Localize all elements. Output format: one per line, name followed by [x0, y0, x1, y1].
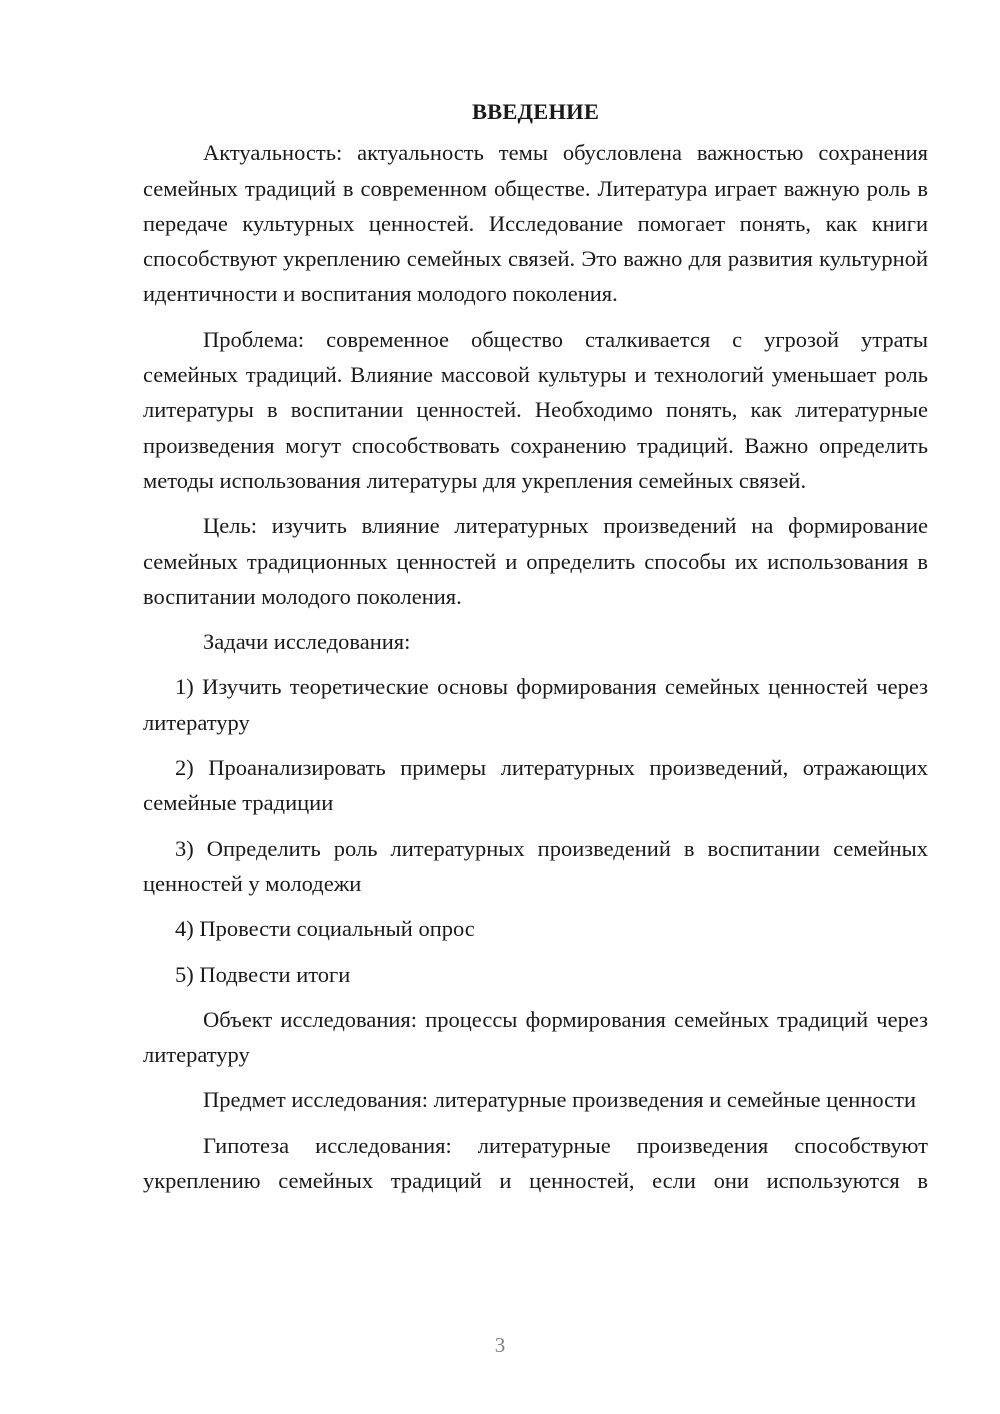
- task-item-2: 2) Проанализировать примеры литературных произведений, отражающих семейные традиции: [143, 755, 928, 816]
- object-paragraph: Объект исследования: процессы формирования семейных традиций через литературу: [143, 1006, 928, 1068]
- page-content: [143, 94, 928, 1208]
- problem-paragraph: Проблема: современное общество сталкивается с угрозой утраты семейных традиций. Влияние массовой культуры и технологий уменьшает роль литературы в воспитании ценностей. Необходимо понять, как литературные произведения могут способствовать сохранению традиций. Важно определить методы использования литературы для укрепления семейных связей.: [143, 326, 928, 493]
- section-title: ВВЕДЕНИЕ: [471, 99, 600, 124]
- subject-paragraph: Предмет исследования: литературные произведения и семейные ценности: [203, 1087, 916, 1113]
- task-item-1: 1) Изучить теоретические основы формирования семейных ценностей через литературу: [143, 674, 928, 735]
- task-item-4: 4) Провести социальный опрос: [175, 916, 475, 942]
- page-number: 3: [494, 1333, 506, 1357]
- task-item-5: 5) Подвести итоги: [175, 961, 351, 987]
- relevance-paragraph: Актуальность: актуальность темы обусловлена важностью сохранения семейных традиций в современном обществе. Литература играет важную роль в передаче культурных ценностей. Исследование помогает понять, как книги способствуют укреплению семейных связей. Это важно для развития культурной идентичности и воспитания молодого поколения.: [143, 140, 928, 307]
- tasks-heading: Задачи исследования:: [203, 629, 411, 655]
- hypothesis-paragraph: Гипотеза исследования: литературные произведения способствуют укреплению семейных традиций и ценностей, если они используются в: [143, 1132, 928, 1194]
- task-item-3: 3) Определить роль литературных произведений в воспитании семейных ценностей у молодежи: [143, 835, 928, 896]
- goal-paragraph: Цель: изучить влияние литературных произведений на формирование семейных традиционных ценностей и определить способы их использования в воспитании молодого поколения.: [143, 513, 928, 609]
